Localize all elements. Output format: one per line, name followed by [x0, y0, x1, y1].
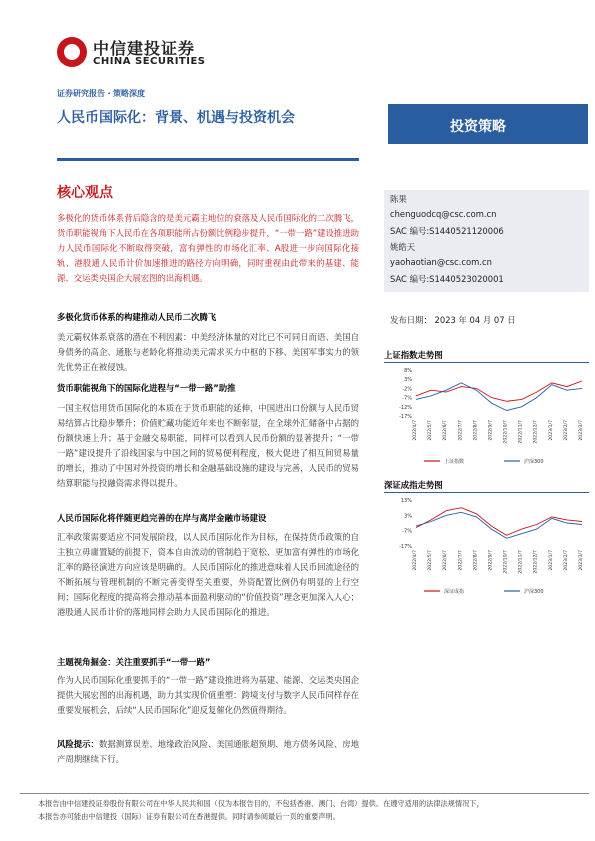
chart-1-legend-label: 沪深300	[524, 459, 544, 465]
chart-1-rule	[384, 362, 589, 363]
chart-1-xtick-label: 2023/2/7	[563, 420, 569, 441]
chart-2-xtick-label: 2022/6/7	[443, 550, 449, 571]
chart-1-series-1-line	[416, 381, 582, 401]
chart-1-ytick-label: -2%	[402, 386, 412, 393]
chart-2-series-2-line	[416, 512, 582, 538]
chart-2-xtick-label: 2022/12/7	[533, 550, 539, 574]
footer-line-1: 本报告由中信建投证券股份有限公司在中华人民共和国（仅为本报告目的，不包括香港、澳门、台湾）提供。在遵守适用的法律法规情况下，	[38, 799, 484, 808]
company-logo-icon	[57, 37, 87, 67]
chart-1-ytick-label: -7%	[402, 395, 412, 402]
risk-warning	[57, 737, 359, 767]
chart-2-series-1-line	[416, 508, 582, 536]
chart-2-xtick-label: 2023/3/7	[579, 550, 584, 571]
analyst-1-name: 陈果	[390, 194, 407, 204]
risk-label: 风险提示：	[57, 739, 99, 749]
chart-1-xtick-label: 2022/12/7	[533, 420, 539, 444]
section-body-4: 作为人民币国际化重要抓手的“一带一路”建设推进将为基建、能源、交运类央国企提供大展宏图的出海机遇，助力其实现价值重塑：跨境支付与数字人民币同样存在重要发展机会，后续“人民币国际化”迎反复催化仍然值得期待。	[57, 675, 359, 715]
report-series: 证券研究报告・策略深度	[57, 89, 145, 98]
chart-1-title: 上证指数走势图	[384, 350, 443, 360]
chart-1-xtick-label: 2023/1/7	[548, 420, 554, 441]
chart-2-xtick-label: 2022/5/7	[428, 550, 434, 571]
chart-2-xtick-label: 2022/4/7	[413, 550, 418, 571]
category-label: 投资策略	[450, 119, 506, 135]
chart-2-xtick-label: 2023/1/7	[548, 550, 554, 571]
chart-1-legend-label: 上证指数	[444, 459, 465, 465]
section-heading-2: 货币职能视角下的国际化进程与“一带一路”助推	[57, 383, 236, 393]
report-title: 人民币国际化：背景、机遇与投资机会	[57, 110, 295, 126]
chart-2-title: 深证成指走势图	[384, 480, 443, 490]
section-heading-1: 多极化货币体系的构建推动人民币二次腾飞	[57, 312, 217, 322]
chart-1-xtick-label: 2022/7/7	[458, 420, 464, 441]
section-body-1: 美元霸权体系衰落的潜在不利因素：中美经济体量的对比已不可同日而语、美国自身债务的高企、通胀与老龄化将推动美元需求买力中枢的下移、美国军事实力的领先优势正在被侵蚀。	[57, 332, 359, 372]
analyst-2-email[interactable]: yaohaotian@csc.com.cn	[390, 257, 492, 267]
chart-1-xtick-label: 2022/6/7	[443, 420, 449, 441]
chart-2-xtick-label: 2022/8/7	[473, 550, 479, 571]
chart-1-xtick-label: 2023/3/7	[579, 420, 584, 441]
analyst-1-email[interactable]: chenguodcq@csc.com.cn	[390, 209, 497, 219]
chart-1	[384, 364, 589, 468]
chart-1-ytick-label: 3%	[404, 377, 412, 384]
chart-1-ytick-label: -17%	[399, 414, 412, 420]
analyst-2-sac: SAC 编号:S1440523020001	[390, 274, 504, 284]
publish-date: 发布日期： 2023 年 04 月 07 日	[390, 315, 516, 325]
chart-2-xtick-label: 2022/10/7	[503, 550, 509, 574]
section-body-3: 汇率政策需要适应不同发展阶段，以人民币国际化作为目标，在保持货币政策的自主独立毋庸置疑的前提下，资本自由流动的管制趋于宽松、更加富有弹性的市场化汇率的路径演进方向应该是明确的。人民币国际化的推进意味着人民币回流途径的不断拓展与管理机制的不断完善变得至关重要，外资配置比例仍有明显的上行空间；国际化程度的提高将会推动基本面盈利驱动的“价值投资”理念更加深入人心；港股通人民币计价的落地同样会助力人民币国际化的推进。	[57, 532, 359, 617]
footer-divider	[20, 793, 589, 794]
chart-2-ytick-label: -7%	[402, 528, 412, 535]
risk-text: 数据测算误差、地缘政治风险、美国通胀超预期、地方债务风险、房地产周期继续下行。	[57, 739, 360, 764]
chart-1-xtick-label: 2022/8/7	[473, 420, 479, 441]
brand-name-cn: 中信建投证券	[93, 39, 196, 58]
chart-2-xtick-label: 2023/2/7	[563, 550, 569, 571]
chart-2-ytick-label: -17%	[399, 544, 412, 550]
brand-name-en: CHINA SECURITIES	[93, 56, 206, 67]
chart-1-series-2-line	[416, 383, 582, 411]
section-heading-3: 人民币国际化将伴随更趋完善的在岸与离岸金融市场建设	[57, 513, 267, 523]
chart-1-xtick-label: 2022/4/7	[413, 420, 418, 441]
chart-2-rule	[384, 492, 589, 493]
analyst-2-name: 姚皓天	[390, 242, 416, 252]
chart-1-xtick-label: 2022/11/7	[518, 420, 524, 444]
section-body-2: 一国主权信用货币国际化的本质在于货币职能的延伸，中国进出口份额与人民币贸易结算占比稳步攀升；价值贮藏功能近年来也不断彰显，在全球外汇储备中占据的份额快速上升；基于金融交易职能，同样可以看到人民币份额的显著提升；“一带一路”建设提升了沿线国家与中国之间的贸易便利程度，极大促进了相互间贸易量的增长，推动了中国对外投资的增长和金融基础设施的建设与完善，人民币的贸易结算职能与投融资需求得以提升。	[57, 403, 359, 488]
footer-line-2: 本报告亦可能由中信建投（国际）证券有限公司在香港提供。同时请参阅最后一页的重要声明。	[38, 812, 340, 821]
chart-1-xtick-label: 2022/10/7	[503, 420, 509, 444]
chart-2	[384, 494, 589, 598]
chart-2-xtick-label: 2022/11/7	[518, 550, 524, 574]
category-banner	[388, 104, 588, 144]
section-heading-4: 主题视角掘金：关注重要抓手“一带一路”	[57, 657, 211, 667]
title-divider	[57, 158, 359, 161]
chart-2-xtick-label: 2022/7/7	[458, 550, 464, 571]
chart-1-xtick-label: 2022/9/7	[488, 420, 494, 441]
chart-1-ytick-label: 8%	[404, 368, 412, 374]
chart-2-ytick-label: 3%	[404, 513, 412, 520]
summary-paragraph: 多极化的货币体系背后隐含的是美元霸主地位的衰落及人民币国际化的二次腾飞，货币职能视角下人民币在各项职能所占份额比例稳步提升，“一带一路”建设推进助力人民币国际化不断取得突破，富有弹性的市场化汇率、A股进一步向国际化接轨、港股通人民币计价加速推进的路径方向明确，同时重视由此带来的基建、能源、交运类央国企大展宏图的出海机遇。	[57, 213, 359, 283]
analyst-1-sac: SAC 编号:S1440521120006	[390, 226, 504, 236]
chart-2-legend-label: 深证成指	[444, 589, 465, 595]
chart-1-ytick-label: -12%	[399, 404, 412, 411]
chart-2-legend-label: 沪深300	[524, 589, 544, 595]
chart-1-xtick-label: 2022/5/7	[428, 420, 434, 441]
chart-2-xtick-label: 2022/9/7	[488, 550, 494, 571]
chart-2-ytick-label: 13%	[400, 498, 412, 504]
core-views-heading: 核心观点	[57, 185, 113, 201]
